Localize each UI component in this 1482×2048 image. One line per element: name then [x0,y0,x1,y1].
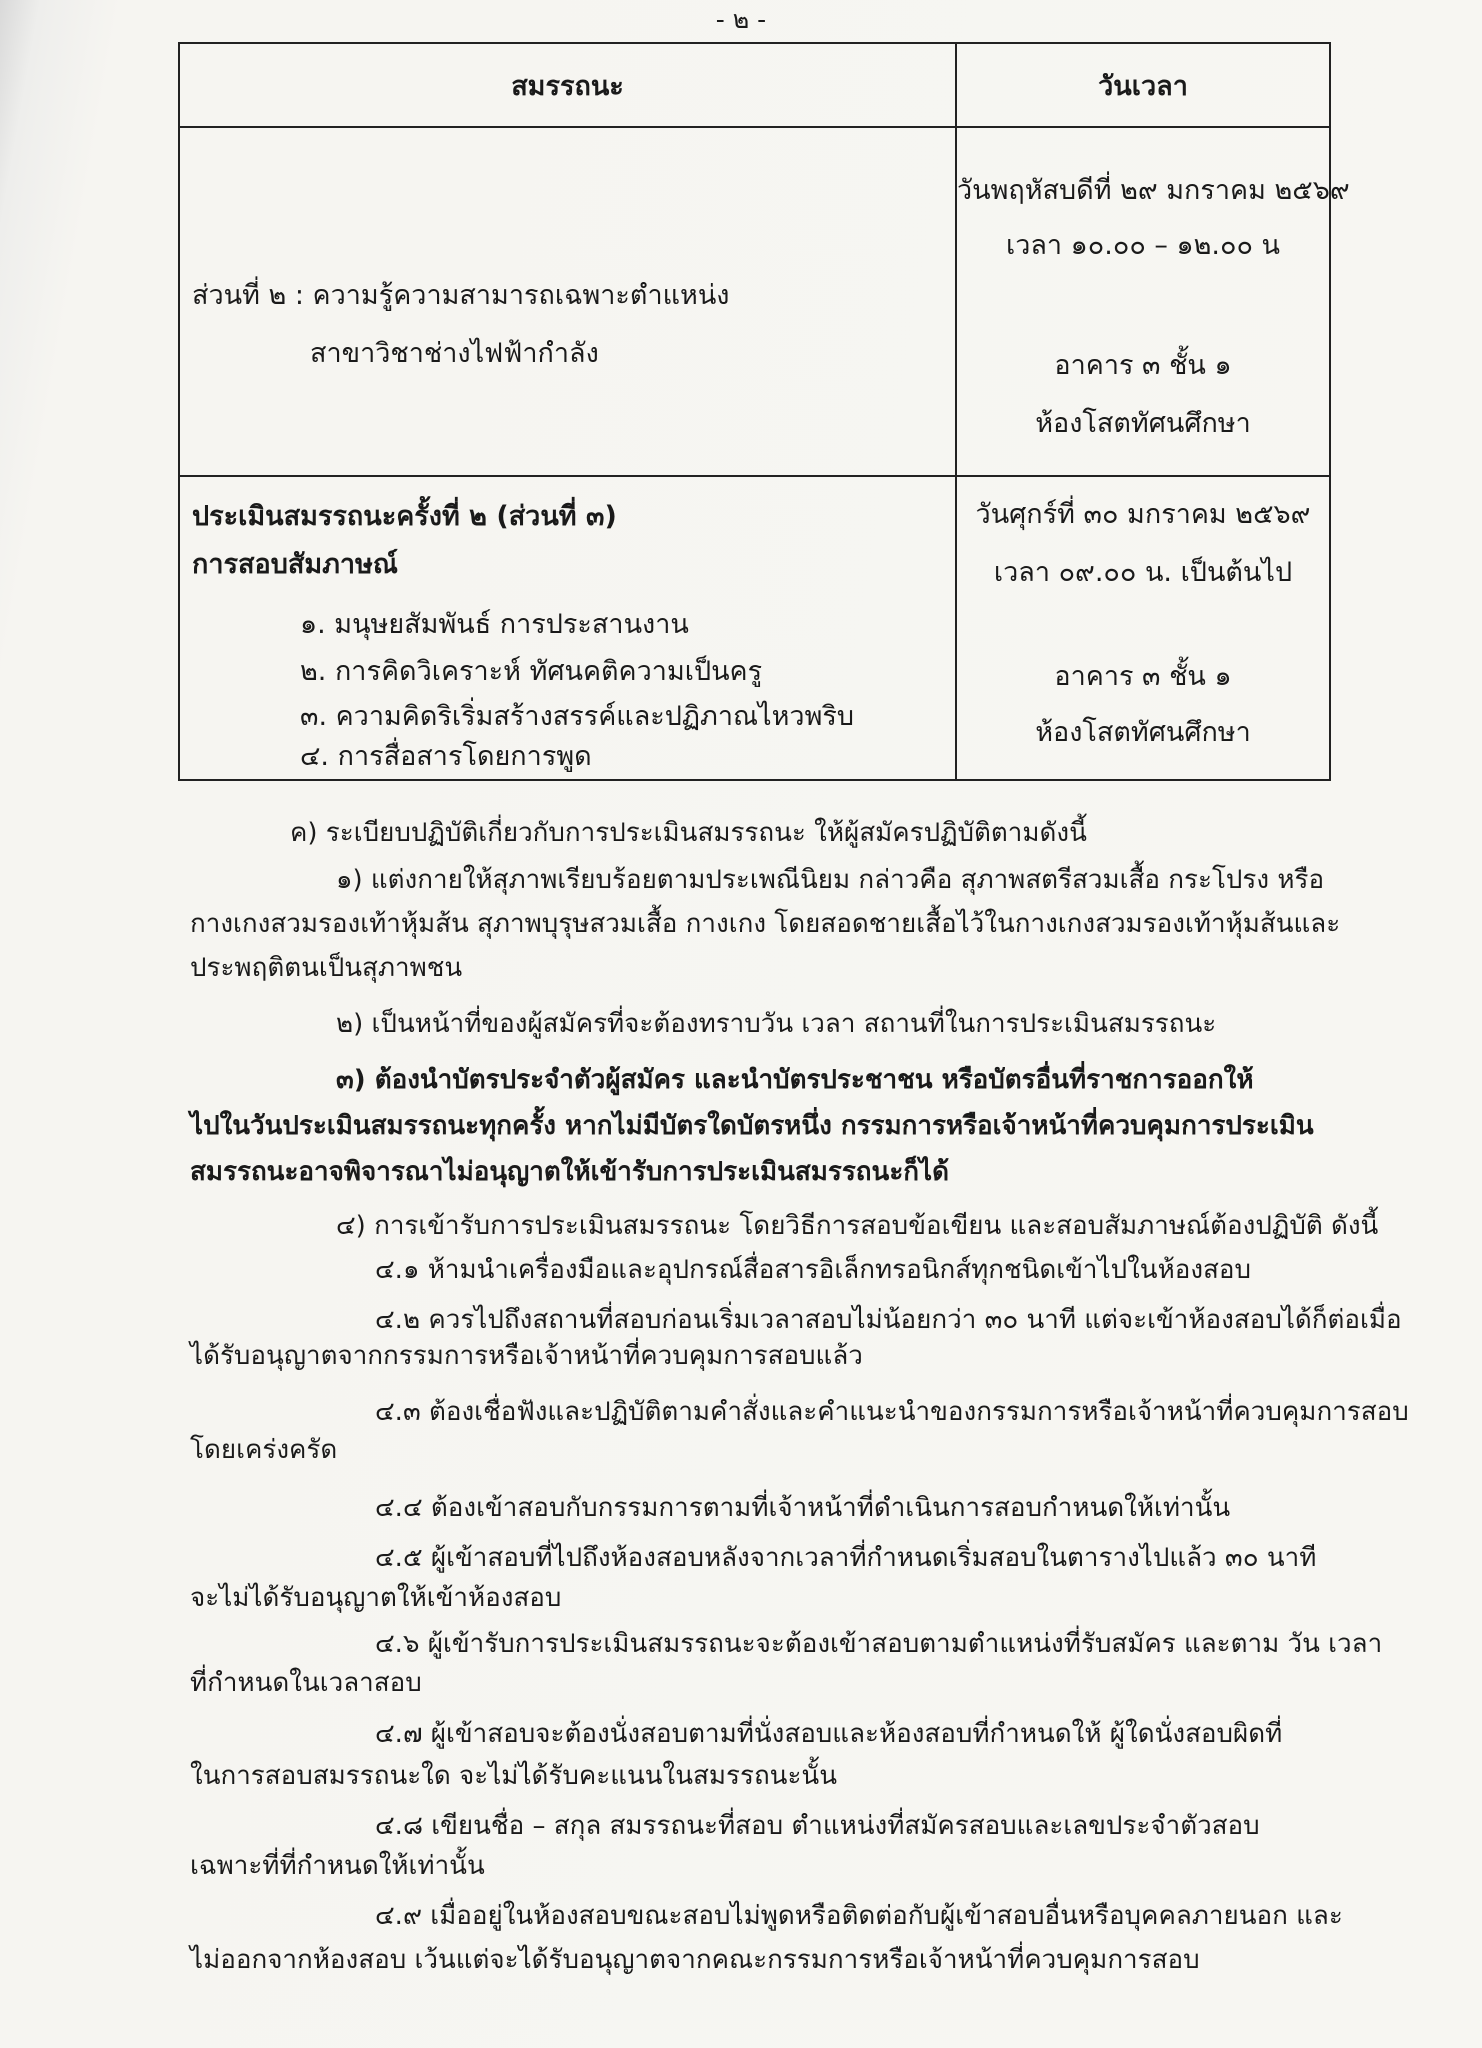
table-header-row [179,43,1330,127]
para-1-line-2: กางเกงสวมรองเท้าหุ้มส้น สุภาพบุรุษสวมเสื้อ กางเกง โดยสอดชายเสื้อไว้ในกางเกงสวมรองเท้าหุ้มส้นและ [190,909,1341,939]
item-4-3-line-1: ๔.๓ ต้องเชื่อฟังและปฏิบัติตามคำสั่งและคำแนะนำของกรรมการหรือเจ้าหน้าที่ควบคุมการสอบ [375,1397,1409,1427]
row2-item-2: ๒. การคิดวิเคราะห์ ทัศนคติความเป็นครู [300,656,763,687]
row1-competency-cell [179,127,956,476]
item-4-5-line-2: จะไม่ได้รับอนุญาตให้เข้าห้องสอบ [190,1583,562,1613]
page-number: - ๒ - [715,5,767,34]
row2-date: วันศุกร์ที่ ๓๐ มกราคม ๒๕๖๙ [975,499,1311,530]
schedule-table [178,42,1350,781]
row1-time: เวลา ๑๐.๐๐ – ๑๒.๐๐ น [1005,230,1281,261]
item-4-7-line-1: ๔.๗ ผู้เข้าสอบจะต้องนั่งสอบตามที่นั่งสอบและห้องสอบที่กำหนดให้ ผู้ใดนั่งสอบผิดที่ [375,1719,1283,1749]
row1-date: วันพฤหัสบดีที่ ๒๙ มกราคม ๒๕๖๙ [957,175,1350,206]
item-4-2-line-2: ได้รับอนุญาตจากกรรมการหรือเจ้าหน้าที่ควบคุมการสอบแล้ว [190,1341,863,1371]
row2-building: อาคาร ๓ ชั้น ๑ [1054,661,1232,692]
item-4-9-line-2: ไม่ออกจากห้องสอบ เว้นแต่จะได้รับอนุญาตจากคณะกรรมการหรือเจ้าหน้าที่ควบคุมการสอบ [190,1945,1200,1975]
item-4-7-line-2: ในการสอบสมรรถนะใด จะไม่ได้รับคะแนนในสมรรถนะนั้น [190,1761,837,1791]
row2-item-4: ๔. การสื่อสารโดยการพูด [300,741,592,772]
para-2: ๒) เป็นหน้าที่ของผู้สมัครที่จะต้องทราบวัน เวลา สถานที่ในการประเมินสมรรถนะ [336,1009,1217,1039]
item-4-4: ๔.๔ ต้องเข้าสอบกับกรรมการตามที่เจ้าหน้าที่ดำเนินการสอบกำหนดให้เท่านั้น [375,1493,1231,1523]
row2-subtitle: การสอบสัมภาษณ์ [192,549,398,580]
item-4-3-line-2: โดยเคร่งครัด [190,1435,338,1465]
item-4-6-line-1: ๔.๖ ผู้เข้ารับการประเมินสมรรถนะจะต้องเข้าสอบตามตำแหน่งที่รับสมัคร และตาม วัน เวลา [375,1629,1383,1659]
para-1-line-1: ๑) แต่งกายให้สุภาพเรียบร้อยตามประเพณีนิยม กล่าวคือ สุภาพสตรีสวมเสื้อ กระโปรง หรือ [336,865,1325,895]
para-3-line-2: ไปในวันประเมินสมรรถนะทุกครั้ง หากไม่มีบัตรใดบัตรหนึ่ง กรรมการหรือเจ้าหน้าที่ควบคุมการประเมิน [190,1111,1314,1141]
row2-competency-cell [179,476,956,780]
header-competency: สมรรถนะ [179,43,956,127]
item-4-8-line-2: เฉพาะที่ที่กำหนดให้เท่านั้น [190,1851,485,1881]
para-1-line-3: ประพฤติตนเป็นสุภาพชน [190,953,463,983]
row1-building: อาคาร ๓ ชั้น ๑ [1054,350,1232,381]
row2-item-1: ๑. มนุษยสัมพันธ์ การประสานงาน [300,609,689,640]
item-4-9-line-1: ๔.๙ เมื่ออยู่ในห้องสอบขณะสอบไม่พูดหรือติดต่อกับผู้เข้าสอบอื่นหรือบุคคลภายนอก และ [375,1901,1343,1931]
row2-title: ประเมินสมรรถนะครั้งที่ ๒ (ส่วนที่ ๓) [192,501,617,532]
table-row [179,476,1330,780]
row1-datetime-cell [956,127,1350,476]
table-row [179,127,1330,476]
row2-datetime-cell [956,476,1330,780]
row1-competency-line2: สาขาวิชาช่างไฟฟ้ากำลัง [310,338,599,369]
row2-room: ห้องโสตทัศนศึกษา [1035,717,1251,748]
para-3-line-1: ๓) ต้องนำบัตรประจำตัวผู้สมัคร และนำบัตรประชาชน หรือบัตรอื่นที่ราชการออกให้ [336,1065,1254,1095]
row1-competency-line1: ส่วนที่ ๒ : ความรู้ความสามารถเฉพาะตำแหน่ง [192,280,730,311]
item-4-2-line-1: ๔.๒ ควรไปถึงสถานที่สอบก่อนเริ่มเวลาสอบไม่น้อยกว่า ๓๐ นาที แต่จะเข้าห้องสอบได้ก็ต่อเมื่อ [375,1305,1402,1335]
row2-item-3: ๓. ความคิดริเริ่มสร้างสรรค์และปฏิภาณไหวพริบ [300,701,855,732]
row1-room: ห้องโสตทัศนศึกษา [1035,408,1251,439]
item-4-8-line-1: ๔.๘ เขียนชื่อ – สกุล สมรรถนะที่สอบ ตำแหน่งที่สมัครสอบและเลขประจำตัวสอบ [375,1811,1260,1841]
rules-heading: ค) ระเบียบปฏิบัติเกี่ยวกับการประเมินสมรรถนะ ให้ผู้สมัครปฏิบัติตามดังนี้ [290,818,1087,848]
para-3-line-3: สมรรถนะอาจพิจารณาไม่อนุญาตให้เข้ารับการประเมินสมรรถนะก็ได้ [190,1157,949,1187]
para-4: ๔) การเข้ารับการประเมินสมรรถนะ โดยวิธีการสอบข้อเขียน และสอบสัมภาษณ์ต้องปฏิบัติ ดังนี้ [336,1211,1379,1241]
item-4-1: ๔.๑ ห้ามนำเครื่องมือและอุปกรณ์สื่อสารอิเล็กทรอนิกส์ทุกชนิดเข้าไปในห้องสอบ [375,1255,1252,1285]
item-4-6-line-2: ที่กำหนดในเวลาสอบ [190,1668,422,1698]
row2-time: เวลา ๐๙.๐๐ น. เป็นต้นไป [993,557,1293,588]
header-datetime: วันเวลา [956,43,1330,127]
item-4-5-line-1: ๔.๕ ผู้เข้าสอบที่ไปถึงห้องสอบหลังจากเวลาที่กำหนดเริ่มสอบในตารางไปแล้ว ๓๐ นาที [375,1543,1317,1573]
